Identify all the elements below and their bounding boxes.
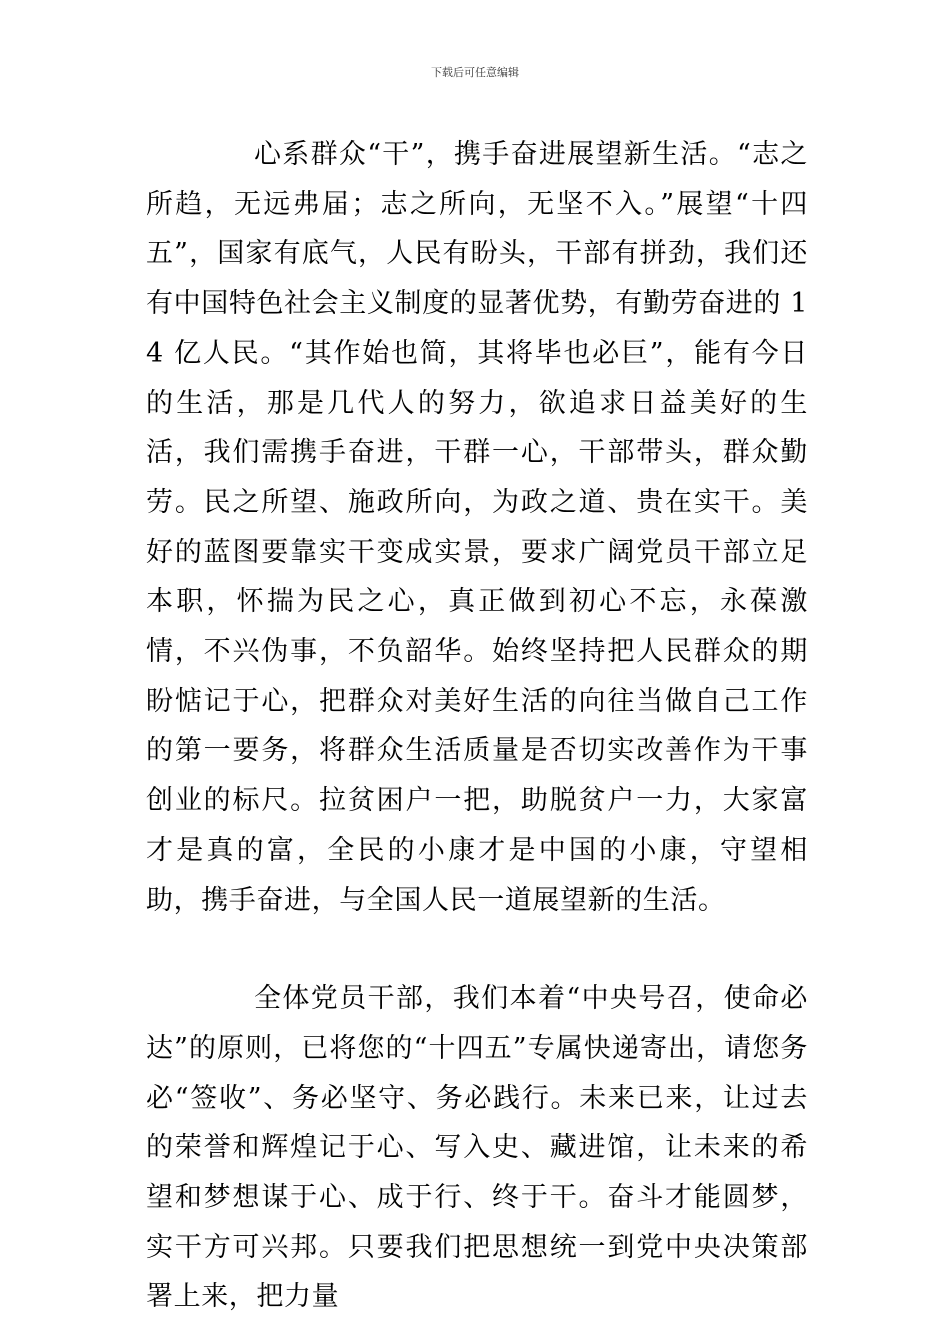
document-body <box>146 130 808 1322</box>
page-header: 下载后可任意编辑 <box>431 66 519 79</box>
paragraph: 心系群众“干”，携手奋进展望新生活。“志之所趋，无远弗届；志之所向，无坚不入。”展望“十四五”，国家有底气，人民有盼头，干部有拼劲，我们还有中国特色社会主义制度的显著优势，有勤劳奋进的 14 亿人民。“其作始也简，其将毕也必巨”，能有今日的生活，那是几代人的努力，欲追求日益美好的生活，我们需携手奋进，干群一心，干部带头，群众勤劳。民之所望、施政所向，为政之道、贵在实干。美好的蓝图要靠实干变成实景，要求广阔党员干部立足本职，怀揣为民之心，真正做到初心不忘，永葆激情，不兴伪事，不负韶华。始终坚持把人民群众的期盼惦记于心，把群众对美好生活的向往当做自己工作的第一要务，将群众生活质量是否切实改善作为干事创业的标尺。拉贫困户一把，助脱贫户一力，大家富才是真的富，全民的小康才是中国的小康，守望相助，携手奋进，与全国人民一道展望新的生活。 <box>146 139 808 916</box>
paragraph: 全体党员干部，我们本着“中央号召，使命必达”的原则，已将您的“十四五”专属快递寄出，请您务必“签收”、务必坚守、务必践行。未来已来，让过去的荣誉和辉煌记于心、写入史、藏进馆，让未来的希望和梦想谋于心、成于行、终于干。奋斗才能圆梦，实干方可兴邦。只要我们把思想统一到党中央决策部署上来，把力量 <box>146 983 808 1313</box>
